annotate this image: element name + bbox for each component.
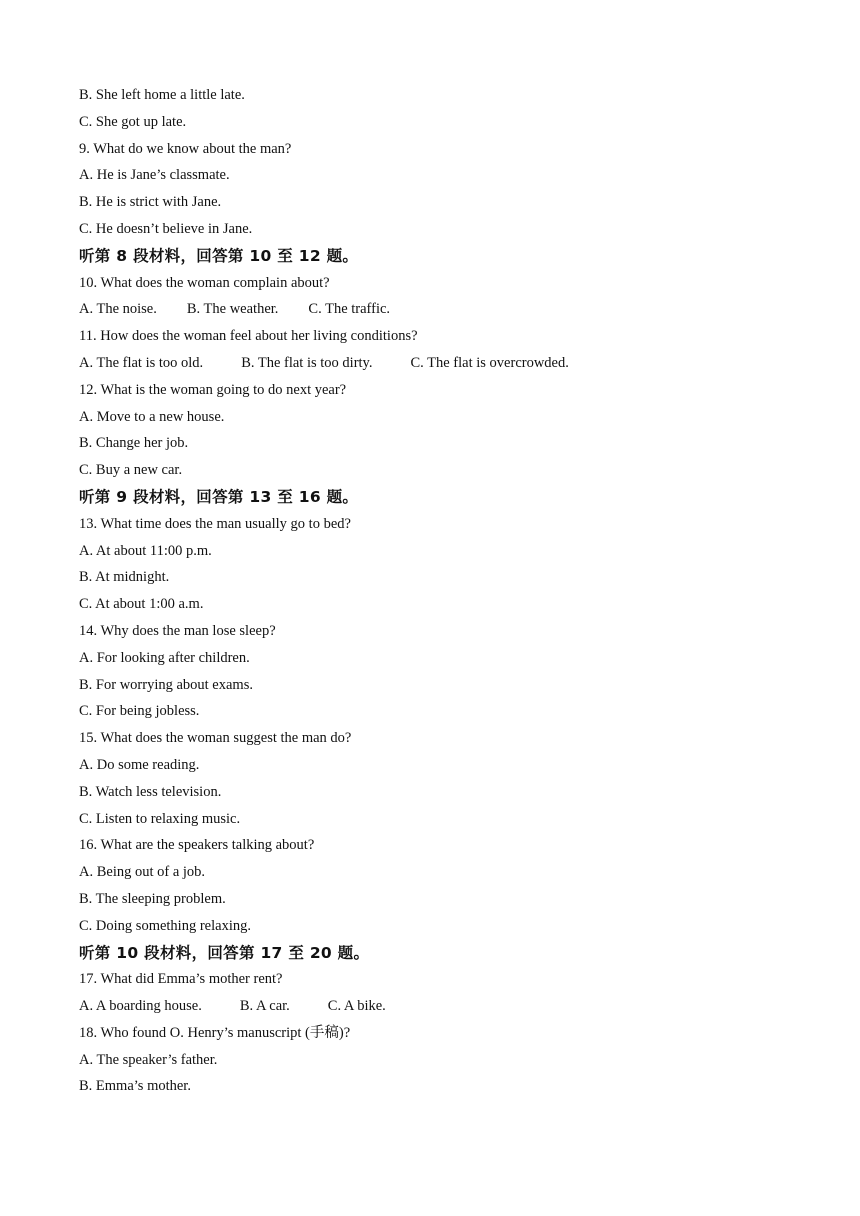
- answer-options-row: [79, 350, 799, 377]
- answer-option: B. He is strict with Jane.: [79, 194, 222, 211]
- answer-option: B. The flat is too dirty.: [241, 354, 373, 371]
- question-text: 17. What did Emma’s mother rent?: [79, 971, 283, 988]
- answer-option: B. Watch less television.: [79, 783, 222, 800]
- section-heading: 听第 8 段材料，回答第 10 至 12 题。: [79, 246, 359, 265]
- answer-options-row: [79, 296, 799, 323]
- answer-option: B. Change her job.: [79, 435, 189, 452]
- answer-option: A. The noise.: [79, 301, 157, 318]
- question-text: 18. Who found O. Henry’s manuscript (手稿)?: [79, 1024, 351, 1041]
- answer-option: A. The flat is too old.: [79, 354, 204, 371]
- answer-option: A. At about 11:00 p.m.: [79, 542, 212, 559]
- answer-option: B. At midnight.: [79, 569, 170, 586]
- answer-option: B. For worrying about exams.: [79, 676, 253, 693]
- answer-option: A. A boarding house.: [79, 998, 202, 1015]
- question-text: 12. What is the woman going to do next year?: [79, 381, 347, 398]
- answer-option: C. She got up late.: [79, 113, 187, 130]
- answer-option: B. She left home a little late.: [79, 87, 245, 103]
- answer-option: C. The traffic.: [308, 301, 391, 318]
- question-text: 13. What time does the man usually go to bed?: [79, 515, 351, 532]
- answer-options-row: [79, 993, 799, 1020]
- answer-option: A. Being out of a job.: [79, 864, 206, 881]
- answer-option: C. A bike.: [327, 998, 386, 1015]
- section-heading: 听第 10 段材料，回答第 17 至 20 题。: [79, 943, 370, 962]
- answer-option: A. Do some reading.: [79, 756, 200, 773]
- question-text: 14. Why does the man lose sleep?: [79, 622, 276, 639]
- section-heading: 听第 9 段材料，回答第 13 至 16 题。: [79, 487, 359, 506]
- question-text: 16. What are the speakers talking about?: [79, 837, 315, 854]
- question-text: 15. What does the woman suggest the man do?: [79, 730, 352, 747]
- answer-option: B. The sleeping problem.: [79, 890, 226, 907]
- answer-option: A. Move to a new house.: [79, 408, 225, 425]
- answer-option: A. He is Jane’s classmate.: [79, 167, 230, 184]
- answer-option: C. Buy a new car.: [79, 462, 183, 479]
- answer-option: C. For being jobless.: [79, 703, 200, 720]
- answer-option: C. Listen to relaxing music.: [79, 810, 241, 827]
- answer-option: C. He doesn’t believe in Jane.: [79, 220, 253, 237]
- answer-option: B. Emma’s mother.: [79, 1078, 191, 1095]
- question-text: 11. How does the woman feel about her living conditions?: [79, 328, 418, 345]
- exam-content: [79, 82, 799, 1100]
- answer-option: C. At about 1:00 a.m.: [79, 596, 204, 613]
- answer-option: A. For looking after children.: [79, 649, 250, 666]
- answer-option: A. The speaker’s father.: [79, 1051, 218, 1068]
- answer-option: C. The flat is overcrowded.: [410, 354, 569, 371]
- answer-option: B. The weather.: [186, 301, 279, 318]
- question-text: 9. What do we know about the man?: [79, 140, 292, 157]
- question-text: 10. What does the woman complain about?: [79, 274, 330, 291]
- answer-option: B. A car.: [239, 998, 290, 1015]
- answer-option: C. Doing something relaxing.: [79, 917, 251, 934]
